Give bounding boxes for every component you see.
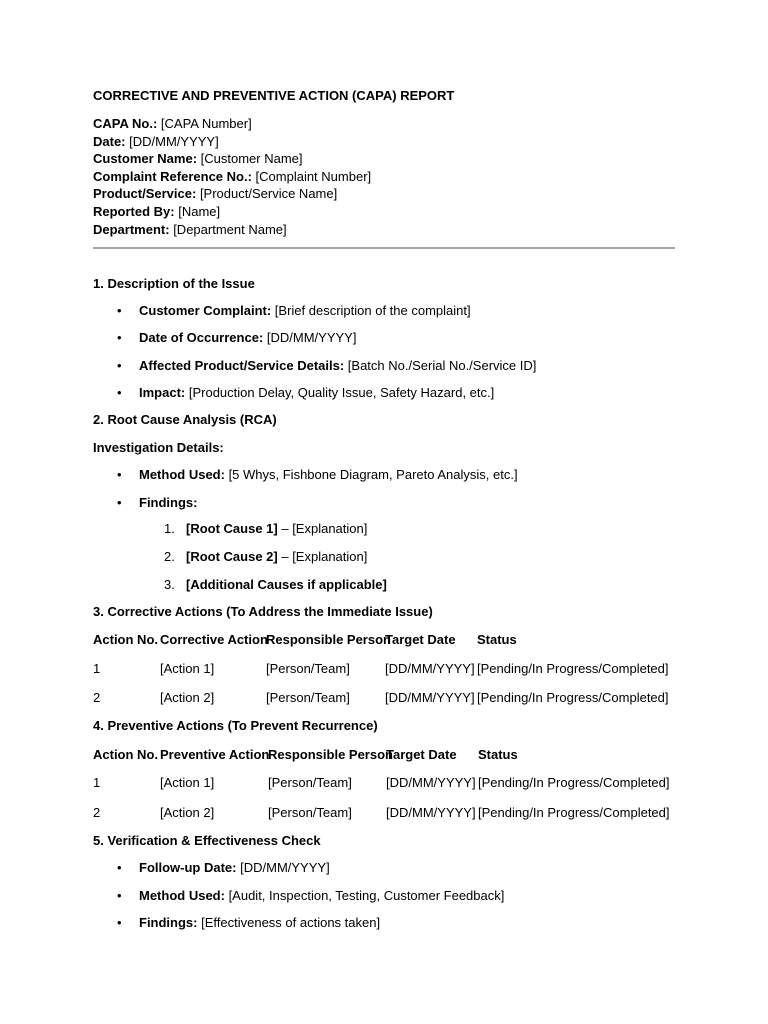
list-number: 2. <box>164 549 175 564</box>
table-cell: 1 <box>93 661 101 676</box>
table-cell: [Action 2] <box>160 805 215 820</box>
table-cell: [Action 1] <box>160 661 215 676</box>
finding-label: [Root Cause 1] <box>186 521 278 536</box>
meta-label: Reported By: <box>93 203 175 219</box>
bullet-item <box>117 330 357 345</box>
bullet-icon: • <box>117 888 122 903</box>
column-header: Target Date <box>385 632 456 647</box>
table-cell: 1 <box>93 775 101 790</box>
item-label: Date of Occurrence: <box>139 330 264 345</box>
table-cell: [DD/MM/YYYY] <box>385 661 475 676</box>
bullet-icon: • <box>117 385 122 400</box>
table-cell: [Person/Team] <box>268 805 352 820</box>
bullet-icon: • <box>117 860 122 875</box>
meta-label: Complaint Reference No.: <box>93 168 252 184</box>
bullet-icon: • <box>117 467 122 482</box>
report-title: CORRECTIVE AND PREVENTIVE ACTION (CAPA) REPORT <box>93 88 455 103</box>
table-cell: [Person/Team] <box>268 775 352 790</box>
table-cell: [Pending/In Progress/Completed] <box>478 805 670 820</box>
meta-capa-no <box>93 115 371 133</box>
item-label: Findings: <box>139 495 198 510</box>
meta-label: CAPA No.: <box>93 116 158 131</box>
bullet-icon: • <box>117 330 122 345</box>
bullet-item <box>117 385 495 400</box>
column-header: Action No. <box>93 747 158 762</box>
table-cell: [DD/MM/YYYY] <box>386 775 476 790</box>
item-value: [5 Whys, Fishbone Diagram, Pareto Analysis, etc.] <box>224 467 518 482</box>
table-cell: [Action 2] <box>160 690 215 705</box>
meta-customer-name <box>93 150 371 168</box>
item-label: Follow-up Date: <box>139 860 237 875</box>
column-header: Status <box>477 632 517 647</box>
bullet-icon: • <box>117 303 122 318</box>
item-label: Method Used: <box>139 888 225 903</box>
item-value: [Audit, Inspection, Testing, Customer Feedback] <box>224 888 505 903</box>
item-value: [Brief description of the complaint] <box>271 303 471 318</box>
table-cell: 2 <box>93 690 101 705</box>
item-label: Method Used: <box>139 467 225 482</box>
column-header: Status <box>478 747 518 762</box>
meta-value: [CAPA Number] <box>157 116 252 131</box>
meta-reported-by <box>93 203 371 221</box>
finding-value: – [Explanation] <box>277 521 368 536</box>
item-value: [Effectiveness of actions taken] <box>197 915 381 930</box>
numbered-finding <box>164 521 368 536</box>
meta-value: [DD/MM/YYYY] <box>125 133 219 149</box>
bullet-item <box>117 915 381 930</box>
meta-label: Department: <box>93 221 170 237</box>
bullet-item <box>117 467 518 482</box>
section-heading-preventive: 4. Preventive Actions (To Prevent Recurrence) <box>93 718 378 733</box>
table-cell: [Pending/In Progress/Completed] <box>477 661 669 676</box>
column-header: Preventive Action <box>160 747 270 762</box>
item-label: Affected Product/Service Details: <box>139 358 345 373</box>
numbered-finding <box>164 549 368 564</box>
list-number: 1. <box>164 521 175 536</box>
bullet-item <box>117 495 198 510</box>
table-cell: [Person/Team] <box>266 690 350 705</box>
meta-label: Product/Service: <box>93 186 197 202</box>
table-cell: [Person/Team] <box>266 661 350 676</box>
meta-label: Date: <box>93 133 126 149</box>
meta-department <box>93 221 371 239</box>
column-header: Responsible Person <box>266 632 391 647</box>
meta-complaint-ref <box>93 168 371 186</box>
table-cell: 2 <box>93 805 101 820</box>
column-header: Target Date <box>386 747 457 762</box>
meta-product-service <box>93 185 371 203</box>
item-value: [Production Delay, Quality Issue, Safety Hazard, etc.] <box>185 385 495 400</box>
section-heading-corrective: 3. Corrective Actions (To Address the Immediate Issue) <box>93 604 433 619</box>
table-cell: [DD/MM/YYYY] <box>385 690 475 705</box>
meta-value: [Customer Name] <box>197 151 303 167</box>
subheading-investigation: Investigation Details: <box>93 440 224 455</box>
bullet-icon: • <box>117 915 122 930</box>
column-header: Responsible Person <box>268 747 393 762</box>
meta-value: [Product/Service Name] <box>196 186 338 202</box>
item-label: Impact: <box>139 385 186 400</box>
bullet-item <box>117 860 330 875</box>
meta-value: [Complaint Number] <box>251 168 372 184</box>
meta-label: Customer Name: <box>93 151 198 167</box>
table-cell: [Action 1] <box>160 775 215 790</box>
meta-value: [Department Name] <box>169 221 287 237</box>
meta-date <box>93 133 371 151</box>
table-cell: [Pending/In Progress/Completed] <box>478 775 670 790</box>
finding-label: [Root Cause 2] <box>186 549 278 564</box>
item-value: [Batch No./Serial No./Service ID] <box>344 358 537 373</box>
column-header: Action No. <box>93 632 158 647</box>
item-label: Findings: <box>139 915 198 930</box>
horizontal-divider <box>93 247 675 249</box>
column-header: Corrective Action <box>160 632 268 647</box>
section-heading-description: 1. Description of the Issue <box>93 276 255 291</box>
item-value: [DD/MM/YYYY] <box>236 860 330 875</box>
bullet-item <box>117 303 471 318</box>
table-cell: [DD/MM/YYYY] <box>386 805 476 820</box>
bullet-icon: • <box>117 495 122 510</box>
bullet-item <box>117 888 505 903</box>
finding-label: [Additional Causes if applicable] <box>186 577 387 592</box>
bullet-icon: • <box>117 358 122 373</box>
item-value: [DD/MM/YYYY] <box>263 330 357 345</box>
bullet-item <box>117 358 537 373</box>
section-heading-rca: 2. Root Cause Analysis (RCA) <box>93 412 277 427</box>
finding-value: – [Explanation] <box>277 549 368 564</box>
meta-value: [Name] <box>174 203 221 219</box>
numbered-finding <box>164 577 387 592</box>
section-heading-verification: 5. Verification & Effectiveness Check <box>93 833 321 848</box>
list-number: 3. <box>164 577 175 592</box>
report-metadata <box>93 115 371 238</box>
item-label: Customer Complaint: <box>139 303 272 318</box>
table-cell: [Pending/In Progress/Completed] <box>477 690 669 705</box>
